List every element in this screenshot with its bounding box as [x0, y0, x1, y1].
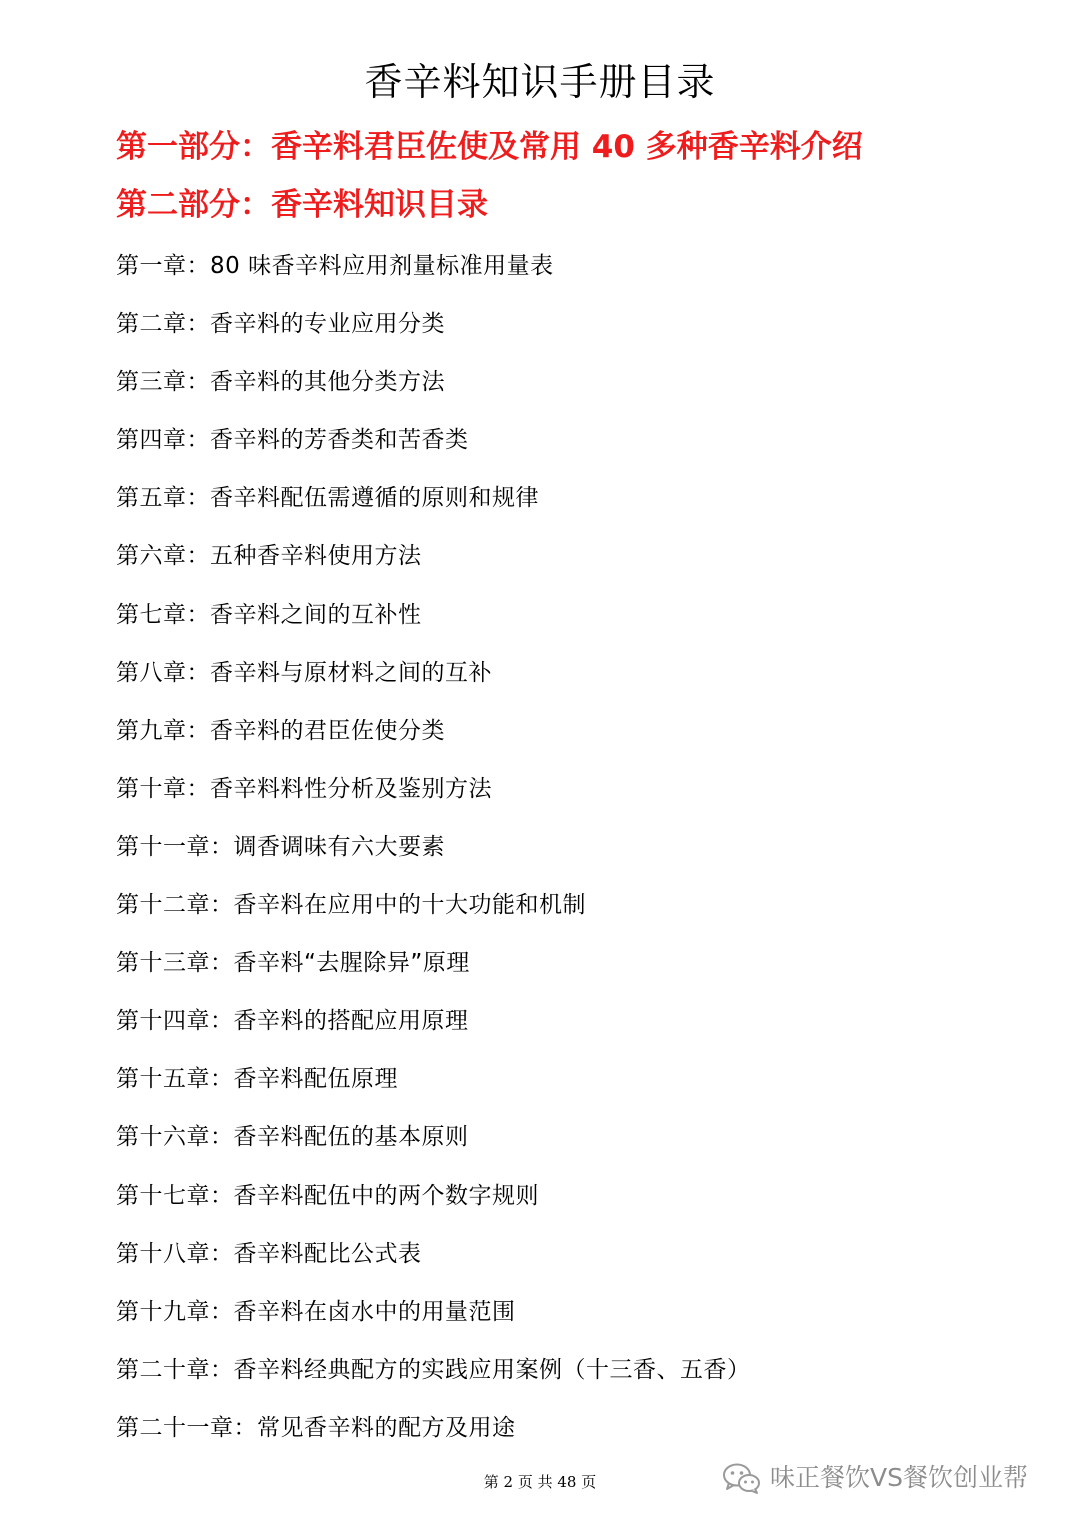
chapter-item: 第十一章：调香调味有六大要素 [116, 833, 445, 860]
chapter-item: 第八章：香辛料与原材料之间的互补 [116, 659, 492, 686]
chapter-item: 第十二章：香辛料在应用中的十大功能和机制 [116, 892, 586, 919]
part-one-heading: 第一部分：香辛料君臣佐使及常用 40 多种香辛料介绍 [116, 129, 863, 165]
chapter-item: 第十四章：香辛料的搭配应用原理 [116, 1008, 469, 1035]
chapter-item: 第十章：香辛料料性分析及鉴别方法 [116, 775, 492, 802]
chapter-item: 第六章：五种香辛料使用方法 [116, 543, 422, 570]
chapter-item: 第十八章：香辛料配比公式表 [116, 1240, 422, 1267]
chapter-item: 第三章：香辛料的其他分类方法 [116, 369, 445, 396]
part-two-heading: 第二部分：香辛料知识目录 [116, 187, 488, 223]
watermark-text: 味正餐饮VS餐饮创业帮 [770, 1463, 1028, 1492]
chapter-item: 第十三章：香辛料“去腥除异”原理 [116, 950, 470, 977]
chapter-list [116, 248, 751, 1468]
page-number-footer: 第 2 页 共 48 页 [483, 1473, 597, 1491]
chapter-item: 第十六章：香辛料配伍的基本原则 [116, 1124, 469, 1151]
chapter-item: 第九章：香辛料的君臣佐使分类 [116, 717, 445, 744]
wechat-icon [722, 1461, 762, 1495]
chapter-item: 第二十章：香辛料经典配方的实践应用案例（十三香、五香） [116, 1356, 751, 1383]
watermark [722, 1458, 1028, 1498]
chapter-item: 第十九章：香辛料在卤水中的用量范围 [116, 1298, 516, 1325]
chapter-item: 第五章：香辛料配伍需遵循的原则和规律 [116, 485, 539, 512]
chapter-item: 第二章：香辛料的专业应用分类 [116, 311, 445, 338]
chapter-item: 第一章：80 味香辛料应用剂量标准用量表 [116, 253, 554, 279]
chapter-item: 第十五章：香辛料配伍原理 [116, 1066, 398, 1093]
chapter-item: 第四章：香辛料的芳香类和苦香类 [116, 427, 469, 454]
chapter-item: 第二十一章：常见香辛料的配方及用途 [116, 1414, 516, 1441]
chapter-item: 第七章：香辛料之间的互补性 [116, 601, 422, 628]
chapter-item: 第十七章：香辛料配伍中的两个数字规则 [116, 1182, 539, 1209]
document-title: 香辛料知识手册目录 [364, 60, 716, 104]
